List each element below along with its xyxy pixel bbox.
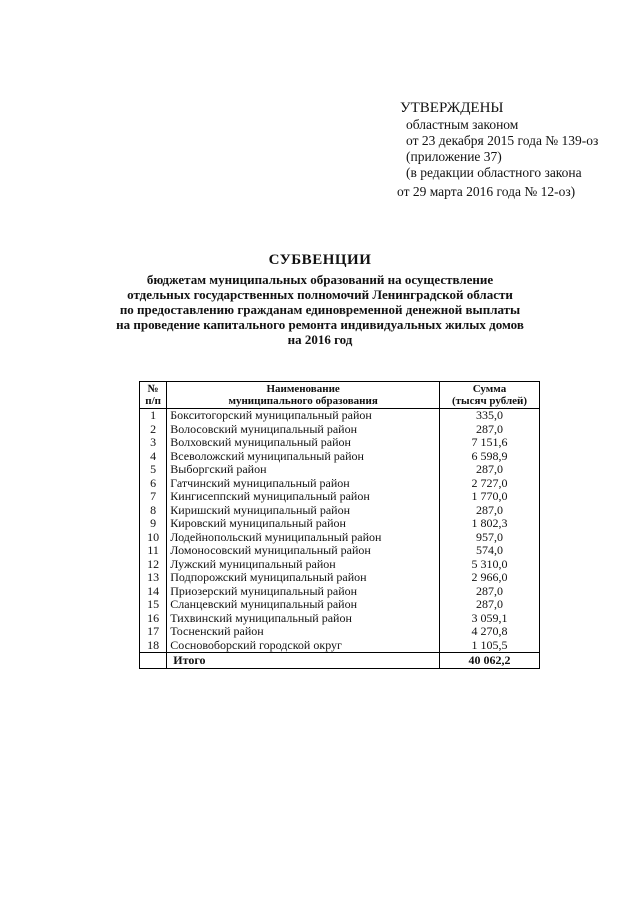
document-subtitle-1: бюджетам муниципальных образований на осуществление: [146, 272, 494, 287]
row-number: 10: [140, 531, 167, 545]
row-name: Лодейнопольский муниципальный район: [167, 531, 440, 545]
row-number: 12: [140, 558, 167, 572]
total-number-cell: [140, 653, 167, 669]
header-number-line-2: п/п: [145, 395, 161, 407]
row-amount: 6 598,9: [439, 450, 539, 464]
row-amount: 287,0: [439, 598, 539, 612]
row-number: 17: [140, 625, 167, 639]
row-number: 6: [140, 477, 167, 491]
row-number: 2: [140, 423, 167, 437]
table-row: [140, 477, 540, 491]
table-row: [140, 531, 540, 545]
document-subtitle-5: на 2016 год: [287, 332, 353, 347]
row-number: 1: [140, 409, 167, 423]
total-row: [140, 653, 540, 669]
table-header-row: [140, 382, 540, 409]
header-amount: [439, 382, 539, 409]
table-row: [140, 639, 540, 653]
row-name: Киришский муниципальный район: [167, 504, 440, 518]
document-subtitle-2: отдельных государственных полномочий Ленинградской области: [127, 287, 513, 302]
row-name: Всеволожский муниципальный район: [167, 450, 440, 464]
row-amount: 3 059,1: [439, 612, 539, 626]
row-name: Выборгский район: [167, 463, 440, 477]
table-row: [140, 504, 540, 518]
row-amount: 1 105,5: [439, 639, 539, 653]
total-label: Итого: [167, 653, 440, 669]
table-row: [140, 450, 540, 464]
header-name-line-1: Наименование: [266, 383, 340, 395]
table-row: [140, 625, 540, 639]
row-name: Подпорожский муниципальный район: [167, 571, 440, 585]
row-number: 8: [140, 504, 167, 518]
total-amount: 40 062,2: [439, 653, 539, 669]
row-amount: 5 310,0: [439, 558, 539, 572]
row-number: 15: [140, 598, 167, 612]
header-amount-line-1: Сумма: [472, 383, 507, 395]
approval-line-4: (в редакции областного закона: [406, 165, 582, 180]
row-name: Ломоносовский муниципальный район: [167, 544, 440, 558]
row-amount: 2 727,0: [439, 477, 539, 491]
row-amount: 1 802,3: [439, 517, 539, 531]
row-amount: 4 270,8: [439, 625, 539, 639]
table-row: [140, 571, 540, 585]
row-number: 16: [140, 612, 167, 626]
row-number: 14: [140, 585, 167, 599]
table-row: [140, 598, 540, 612]
row-number: 5: [140, 463, 167, 477]
header-name-line-2: муниципального образования: [228, 395, 378, 407]
row-name: Тосненский район: [167, 625, 440, 639]
row-amount: 957,0: [439, 531, 539, 545]
approval-stamp: [397, 100, 630, 200]
row-name: Кингисеппский муниципальный район: [167, 490, 440, 504]
row-amount: 7 151,6: [439, 436, 539, 450]
table-row: [140, 409, 540, 423]
document-title: СУБВЕНЦИИ: [268, 252, 372, 268]
row-amount: 287,0: [439, 463, 539, 477]
table-row: [140, 490, 540, 504]
row-number: 18: [140, 639, 167, 653]
row-name: Лужский муниципальный район: [167, 558, 440, 572]
row-name: Волосовский муниципальный район: [167, 423, 440, 437]
row-number: 11: [140, 544, 167, 558]
approval-line-3: (приложение 37): [406, 149, 502, 164]
table-row: [140, 517, 540, 531]
row-name: Сланцевский муниципальный район: [167, 598, 440, 612]
table-row: [140, 436, 540, 450]
table-row: [140, 558, 540, 572]
row-number: 13: [140, 571, 167, 585]
row-number: 4: [140, 450, 167, 464]
header-number-line-1: №: [147, 383, 159, 395]
row-name: Сосновоборский городской округ: [167, 639, 440, 653]
approval-line-1: областным законом: [406, 117, 519, 132]
row-name: Гатчинский муниципальный район: [167, 477, 440, 491]
row-name: Кировский муниципальный район: [167, 517, 440, 531]
row-name: Волховский муниципальный район: [167, 436, 440, 450]
header-number: [140, 382, 167, 409]
header-name: [167, 382, 440, 409]
row-amount: 287,0: [439, 585, 539, 599]
document-title-block: [70, 252, 570, 347]
approval-line-2: от 23 декабря 2015 года № 139-оз: [406, 133, 599, 148]
subventions-table: [139, 381, 540, 669]
row-number: 7: [140, 490, 167, 504]
row-amount: 287,0: [439, 423, 539, 437]
approval-heading: УТВЕРЖДЕНЫ: [400, 100, 504, 116]
table-row: [140, 463, 540, 477]
row-number: 3: [140, 436, 167, 450]
row-name: Тихвинский муниципальный район: [167, 612, 440, 626]
row-name: Бокситогорский муниципальный район: [167, 409, 440, 423]
header-amount-line-2: (тысяч рублей): [451, 395, 528, 407]
table-row: [140, 585, 540, 599]
row-number: 9: [140, 517, 167, 531]
table-body: [140, 409, 540, 653]
document-subtitle-3: по предоставлению гражданам единовременной денежной выплаты: [119, 302, 521, 317]
document-subtitle-4: на проведение капитального ремонта индивидуальных жилых домов: [116, 317, 524, 332]
row-name: Приозерский муниципальный район: [167, 585, 440, 599]
approval-line-5: от 29 марта 2016 года № 12-оз): [397, 184, 576, 199]
row-amount: 335,0: [439, 409, 539, 423]
table-row: [140, 612, 540, 626]
row-amount: 287,0: [439, 504, 539, 518]
table-row: [140, 423, 540, 437]
row-amount: 2 966,0: [439, 571, 539, 585]
table-row: [140, 544, 540, 558]
row-amount: 574,0: [439, 544, 539, 558]
row-amount: 1 770,0: [439, 490, 539, 504]
